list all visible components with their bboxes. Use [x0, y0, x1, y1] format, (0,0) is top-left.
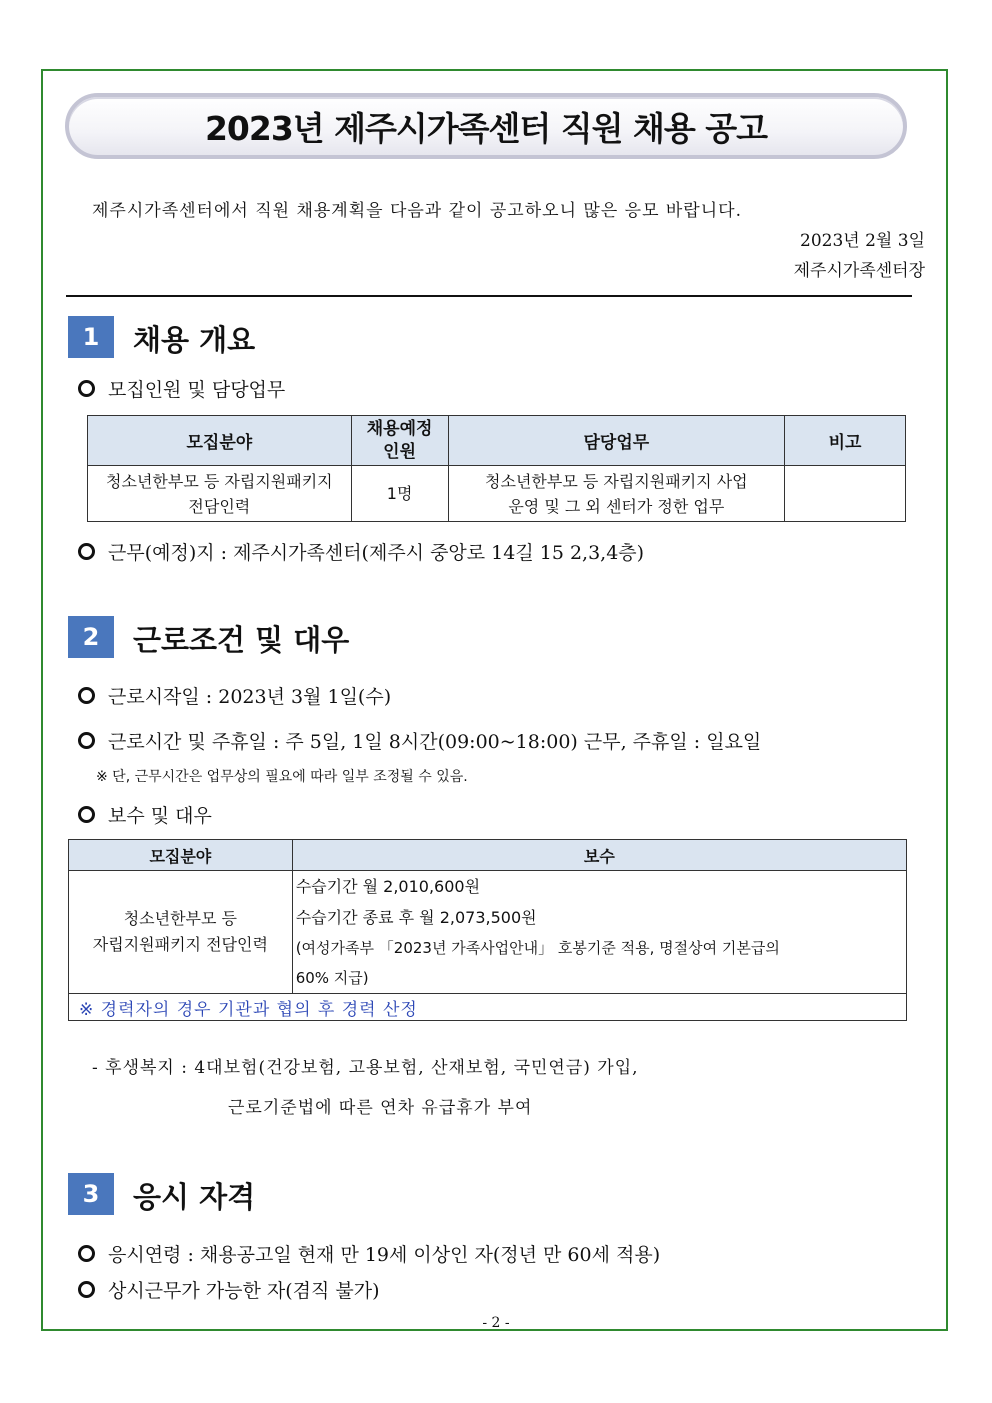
- bullet-text: 근로시간 및 주휴일 : 주 5일, 1일 8시간(09:00~18:00) 근무, 주휴일 : 일요일: [108, 731, 762, 753]
- cell-field-line1: 청소년한부모 등 자립지원패키지: [106, 471, 333, 491]
- table-footnote-row: [69, 994, 907, 1021]
- header-pay: 보수: [292, 840, 906, 871]
- bullet-fulltime: [78, 1276, 380, 1303]
- cell-field-line2: 자립지원패키지 전담인력: [92, 935, 268, 954]
- header-count: [351, 416, 448, 466]
- table-header-row: [88, 416, 906, 466]
- bullet-text: 응시연령 : 채용공고일 현재 만 19세 이상인 자(정년 만 60세 적용): [108, 1244, 661, 1266]
- header-remark: 비고: [785, 416, 906, 466]
- circle-bullet-icon: [78, 806, 95, 823]
- bullet-pay: [78, 801, 212, 828]
- cell-field: [88, 466, 352, 522]
- section-title-2: 근로조건 및 대우: [133, 623, 350, 657]
- section-number-1: 1: [68, 316, 114, 358]
- work-hours-note: ※ 단, 근무시간은 업무상의 필요에 따라 일부 조정될 수 있음.: [96, 769, 468, 785]
- page-number: - 2 -: [482, 1315, 510, 1331]
- section-number-3: 3: [68, 1173, 114, 1215]
- recruitment-table: [87, 415, 906, 522]
- pay-line4: 60% 지급): [295, 969, 369, 987]
- section-title-3: 응시 자격: [133, 1180, 256, 1214]
- circle-bullet-icon: [78, 687, 95, 704]
- circle-bullet-icon: [78, 732, 95, 749]
- welfare-line2: 근로기준법에 따른 연차 유급휴가 부여: [228, 1098, 533, 1118]
- cell-count: 1명: [351, 466, 448, 522]
- bullet-text: 보수 및 대우: [108, 805, 212, 827]
- bullet-recruitment: [78, 375, 285, 402]
- bullet-work-hours: [78, 727, 761, 754]
- cell-duty-line2: 운영 및 그 외 센터가 정한 업무: [508, 496, 725, 516]
- section-title-1: 채용 개요: [133, 323, 256, 357]
- issuer-name: 제주시가족센터장: [793, 261, 925, 281]
- bullet-text: 상시근무가 가능한 자(겸직 불가): [108, 1280, 380, 1302]
- header-duty: 담당업무: [448, 416, 785, 466]
- cell-field-line2: 전담인력: [188, 496, 251, 516]
- welfare-line1: - 후생복지 : 4대보험(건강보험, 고용보험, 산재보험, 국민연금) 가입,: [92, 1058, 639, 1078]
- table-row: [88, 466, 906, 522]
- header-count-line2: 인원: [383, 441, 417, 462]
- section-number-2: 2: [68, 616, 114, 658]
- intro-text: 제주시가족센터에서 직원 채용계획을 다음과 같이 공고하오니 많은 응모 바랍니다.: [92, 201, 742, 221]
- cell-field-line1: 청소년한부모 등: [123, 909, 237, 928]
- bullet-start-date: [78, 682, 391, 709]
- pay-table: [68, 839, 907, 1021]
- title-banner: [65, 93, 907, 159]
- circle-bullet-icon: [78, 543, 95, 560]
- page-title: 2023년 제주시가족센터 직원 채용 공고: [204, 108, 768, 148]
- bullet-workplace: [78, 538, 644, 565]
- announcement-date: 2023년 2월 3일: [800, 231, 925, 251]
- cell-remark: [785, 466, 906, 522]
- bullet-text: 모집인원 및 담당업무: [108, 379, 286, 401]
- table-row: [69, 871, 907, 994]
- pay-line3: (여성가족부 「2023년 가족사업안내」 호봉기준 적용, 명절상여 기본급의: [295, 939, 780, 957]
- cell-duty: [448, 466, 785, 522]
- header-field: 모집분야: [69, 840, 293, 871]
- divider: [66, 295, 912, 297]
- bullet-age: [78, 1240, 660, 1267]
- circle-bullet-icon: [78, 1281, 95, 1298]
- cell-duty-line1: 청소년한부모 등 자립지원패키지 사업: [485, 471, 748, 491]
- header-count-line1: 채용예정: [366, 418, 433, 439]
- bullet-text: 근로시작일 : 2023년 3월 1일(수): [108, 686, 392, 708]
- header-field: 모집분야: [88, 416, 352, 466]
- career-footnote: ※ 경력자의 경우 기관과 협의 후 경력 산정: [69, 994, 907, 1021]
- bullet-text: 근무(예정)지 : 제주시가족센터(제주시 중앙로 14길 15 2,3,4층): [108, 542, 645, 564]
- cell-field: [69, 871, 293, 994]
- pay-line1: 수습기간 월 2,010,600원: [295, 877, 481, 896]
- table-header-row: [69, 840, 907, 871]
- cell-pay: [292, 871, 906, 994]
- circle-bullet-icon: [78, 380, 95, 397]
- circle-bullet-icon: [78, 1245, 95, 1262]
- pay-line2: 수습기간 종료 후 월 2,073,500원: [295, 908, 537, 927]
